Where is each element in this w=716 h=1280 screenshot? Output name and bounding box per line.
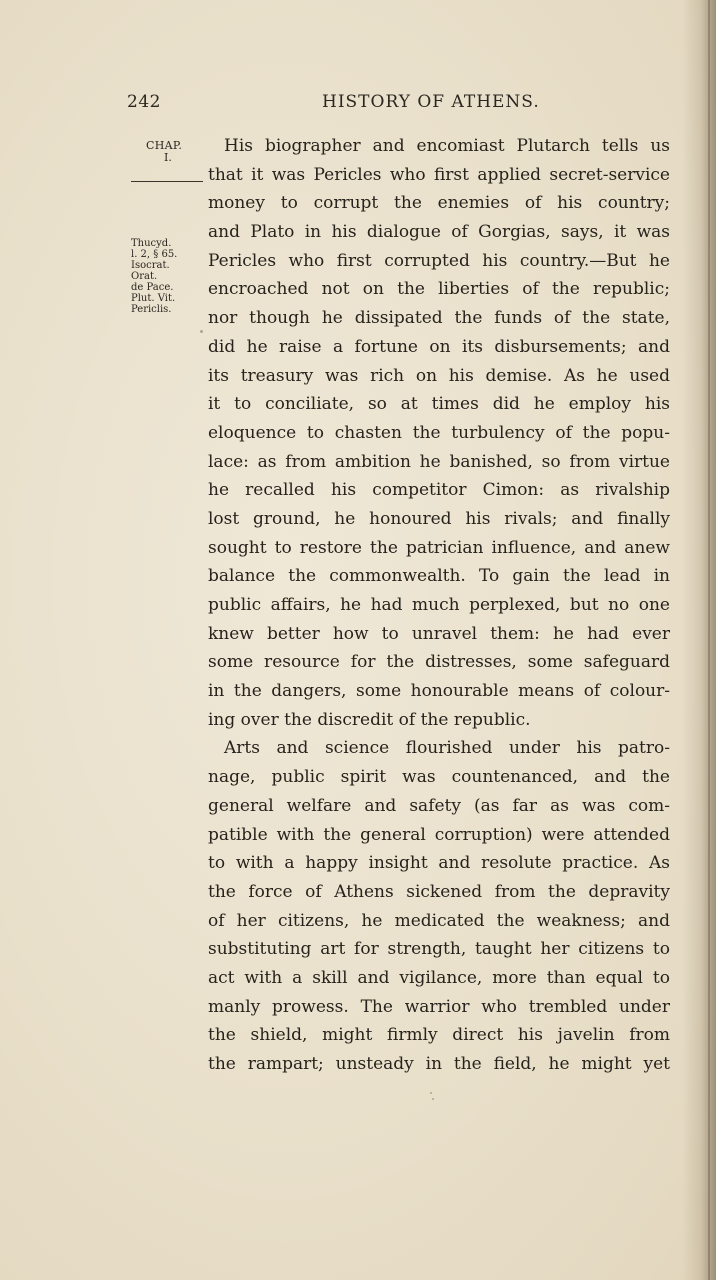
text-line: the force of Athens sickened from the depravity (208, 881, 670, 902)
paper-speck (432, 1098, 434, 1100)
text-line: His biographer and encomiast Plutarch tells us (224, 136, 670, 156)
text-line: money to corrupt the enemies of his country; (208, 193, 670, 214)
text-line: act with a skill and vigilance, more than equal to (208, 967, 670, 988)
margin-reference: Isocrat. (131, 260, 170, 271)
body-text (208, 132, 672, 1079)
text-line: to with a happy insight and resolute practice. As (208, 853, 670, 874)
text-line: sought to restore the patrician influence, and anew (208, 537, 670, 558)
margin-reference: Periclis. (131, 304, 172, 315)
text-line: nage, public spirit was countenanced, and the (208, 767, 670, 788)
text-line: of her citizens, he medicated the weakness; and (208, 910, 670, 931)
text-line: the rampart; unsteady in the field, he might yet (208, 1054, 670, 1074)
chapter-rule (131, 181, 203, 182)
text-line: lace: as from ambition he banished, so from virtue (208, 451, 670, 472)
text-line: Arts and science flourished under his patro- (224, 738, 670, 759)
page-header (0, 92, 716, 116)
chapter-number: I. (164, 151, 172, 164)
text-line: Pericles who first corrupted his country.—But he (208, 250, 670, 271)
text-line: did he raise a fortune on its disbursements; and (208, 336, 670, 357)
text-line: knew better how to unravel them: he had ever (208, 623, 670, 644)
text-line: balance the commonwealth. To gain the lead in (208, 566, 670, 587)
margin-reference: Plut. Vit. (131, 293, 176, 304)
page-edge-line (708, 0, 710, 1280)
text-line: that it was Pericles who first applied secret-service (208, 164, 670, 185)
margin-reference: Orat. (131, 271, 158, 282)
text-line: in the dangers, some honourable means of colour- (208, 681, 670, 702)
text-line: the shield, might firmly direct his javelin from (208, 1025, 670, 1046)
text-line: nor though he dissipated the funds of the state, (208, 308, 670, 329)
text-line: general welfare and safety (as far as was com- (208, 795, 670, 816)
page-number: 242 (127, 92, 161, 112)
text-line: eloquence to chasten the turbulency of the popu- (208, 422, 670, 443)
chapter-label: CHAP. (146, 139, 183, 152)
text-line: he recalled his competitor Cimon: as rivalship (208, 480, 670, 501)
margin-reference: l. 2, § 65. (131, 249, 178, 260)
text-line: patible with the general corruption) were attended (208, 824, 670, 845)
text-line: lost ground, he honoured his rivals; and finally (208, 508, 670, 529)
text-line: its treasury was rich on his demise. As he used (208, 365, 670, 386)
text-line: substituting art for strength, taught her citizens to (208, 939, 670, 960)
page-edge-shadow (682, 0, 716, 1280)
running-title: HISTORY OF ATHENS. (322, 92, 540, 112)
margin-references (131, 238, 209, 315)
margin-reference: de Pace. (131, 282, 174, 293)
text-line: encroached not on the liberties of the republic; (208, 279, 670, 300)
text-line: ing over the discredit of the republic. (208, 709, 531, 730)
text-line: manly prowess. The warrior who trembled under (208, 996, 670, 1017)
text-line: public affairs, he had much perplexed, but no one (208, 595, 670, 615)
paper-speck (200, 330, 203, 333)
text-line: and Plato in his dialogue of Gorgias, says, it was (208, 222, 670, 243)
margin-reference: Thucyd. (131, 238, 172, 249)
text-line: it to conciliate, so at times did he employ his (208, 394, 670, 415)
paper-speck (430, 1092, 432, 1094)
text-line: some resource for the distresses, some safeguard (208, 652, 670, 673)
